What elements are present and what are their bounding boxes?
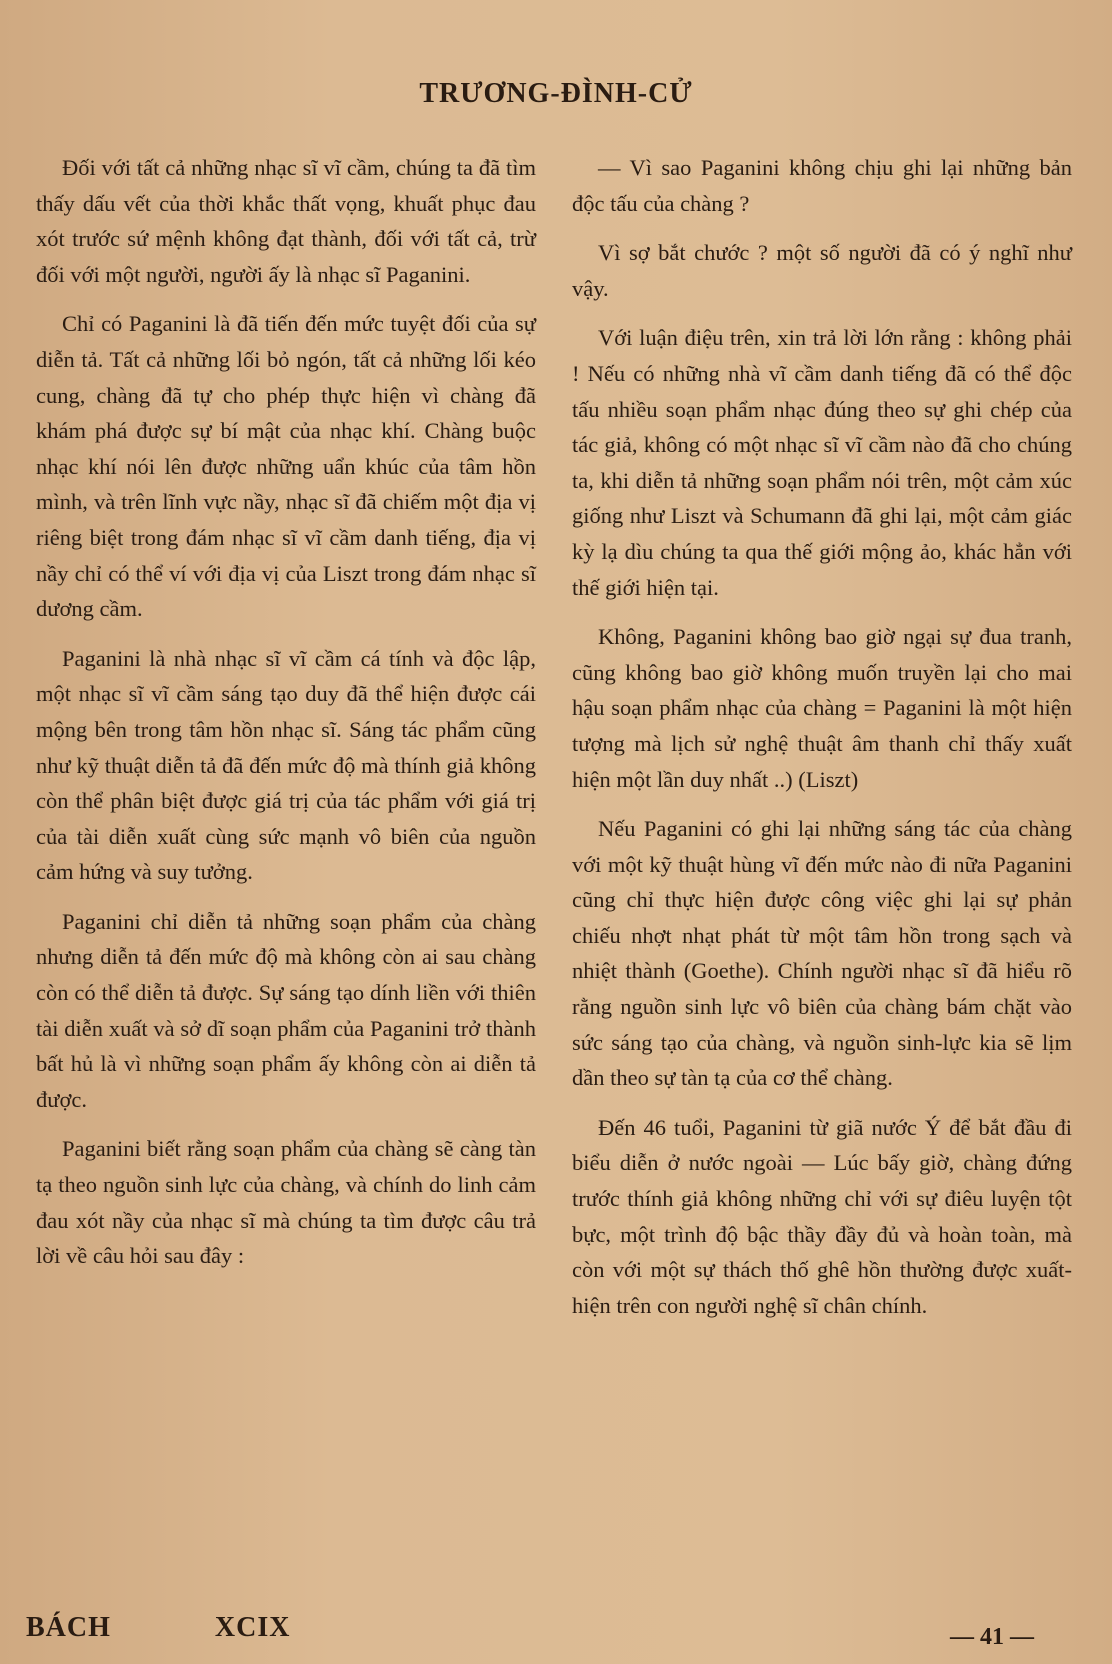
paragraph: — Vì sao Paganini không chịu ghi lại những bản độc tấu của chàng ? (572, 155, 1072, 216)
paragraph: Chỉ có Paganini là đã tiến đến mức tuyệt đối của sự diễn tả. Tất cả những lối bỏ ngón, tất cả những lối kéo cung, chàng đã tự cho phép thực hiện vì chàng đã khám phá được sự bí mật của nhạc khí. Chàng buộc nhạc khí nói lên được những uẩn khúc của tâm hồn mình, và trên lĩnh vực nầy, nhạc sĩ đã chiếm một địa vị riêng biệt trong đám nhạc sĩ vĩ cầm danh tiếng, địa vị nầy chỉ có thể ví với địa vị của Liszt trong đám nhạc sĩ dương cầm. (36, 311, 536, 622)
page-header: TRƯƠNG-ĐÌNH-CỬ (419, 78, 693, 109)
paragraph: Nếu Paganini có ghi lại những sáng tác của chàng với một kỹ thuật hùng vĩ đến mức nào đi nữa Paganini cũng chỉ thực hiện được công việc ghi lại sự phản chiếu nhợt nhạt phát từ một tâm hồn trong sạch và nhiệt thành (Goethe). Chính người nhạc sĩ đã hiểu rõ rằng nguồn sinh lực vô biên của chàng bám chặt vào sức sáng tạo của chàng, và nguồn sinh-lực kia sẽ lịm dần theo sự tàn tạ của cơ thể chàng. (572, 816, 1072, 1091)
right-column (572, 150, 1072, 1337)
paragraph: Đến 46 tuổi, Paganini từ giã nước Ý để bắt đầu đi biểu diễn ở nước ngoài — Lúc bấy giờ, chàng đứng trước thính giả không những chỉ với sự điêu luyện tột bực, một trình độ bậc thầy đầy đủ và hoàn toàn, mà còn với một sự thách thố ghê hồn thường được xuất-hiện trên con người nghệ sĩ chân chính. (572, 1114, 1072, 1318)
paragraph: Vì sợ bắt chước ? một số người đã có ý nghĩ như vậy. (572, 240, 1072, 301)
issue-number: XCIX (214, 1612, 291, 1643)
publication-footer (26, 1612, 290, 1644)
page-number: — 41 — (950, 1624, 1034, 1650)
paragraph: Không, Paganini không bao giờ ngại sự đua tranh, cũng không bao giờ không muốn truyền lại cho mai hậu soạn phẩm nhạc của chàng = Paganini là một hiện tượng mà lịch sử nghệ thuật âm thanh chỉ thấy xuất hiện một lần duy nhất ..) (Liszt) (572, 624, 1072, 792)
paragraph: Paganini là nhà nhạc sĩ vĩ cầm cá tính và độc lập, một nhạc sĩ vĩ cầm sáng tạo duy đã thể hiện được cái mộng bên trong tâm hồn nhạc sĩ. Sáng tác phẩm cũng như kỹ thuật diễn tả đã đến mức độ mà thính giả không còn thể phân biệt được giá trị của tác phẩm với giá trị của tài diễn xuất cùng sức mạnh vô biên của nguồn cảm hứng và suy tưởng. (36, 645, 536, 885)
paragraph: Với luận điệu trên, xin trả lời lớn rằng : không phải ! Nếu có những nhà vĩ cầm danh tiếng đã có thể độc tấu nhiều soạn phẩm nhạc đúng theo sự ghi chép của tác giả, không có một nhạc sĩ vĩ cầm nào đã cho chúng ta, khi diễn tả những soạn phẩm nói trên, một cảm xúc giống như Liszt và Schumann đã ghi lại, một cảm giác kỳ lạ dìu chúng ta qua thế giới mộng ảo, khác hẳn với thế giới hiện tại. (572, 325, 1072, 600)
paragraph: Đối với tất cả những nhạc sĩ vĩ cầm, chúng ta đã tìm thấy dấu vết của thời khắc thất vọng, khuất phục đau xót trước sứ mệnh không đạt thành, đối với tất cả, trừ đối với một người, người ấy là nhạc sĩ Paganini. (36, 155, 536, 287)
publication-name: BÁCH (26, 1612, 111, 1643)
paragraph: Paganini biết rằng soạn phẩm của chàng sẽ càng tàn tạ theo nguồn sinh lực của chàng, và chính do linh cảm đau xót nầy của nhạc sĩ mà chúng ta tìm được câu trả lời về câu hỏi sau đây : (36, 1136, 536, 1269)
paragraph: Paganini chỉ diễn tả những soạn phẩm của chàng nhưng diễn tả đến mức độ mà không còn ai sau chàng còn có thể diễn tả được. Sự sáng tạo dính liền với thiên tài diễn xuất và sở dĩ soạn phẩm của Paganini trở thành bất hủ là vì những soạn phẩm ấy không còn ai diễn tả được. (36, 908, 536, 1112)
left-column (36, 150, 536, 1288)
